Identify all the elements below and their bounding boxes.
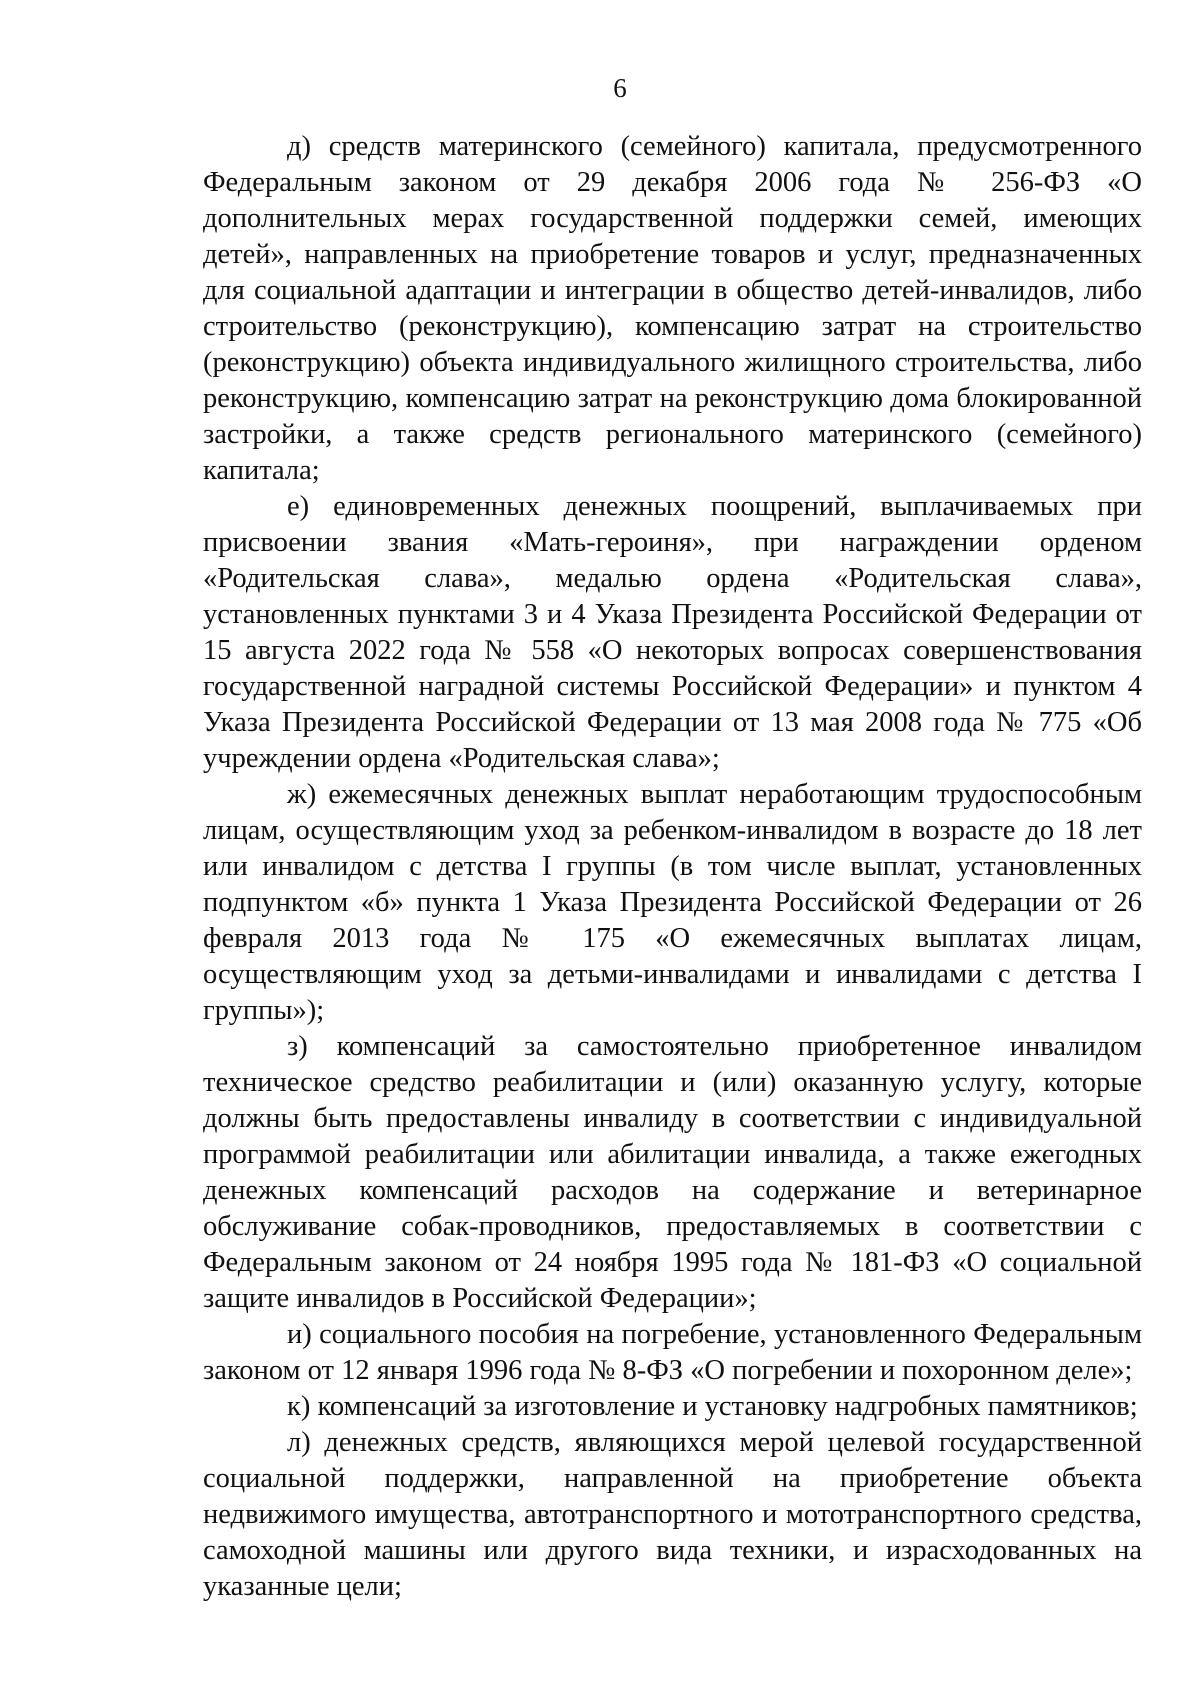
paragraph-i: и) социального пособия на погребение, установленного Федеральным законом от 12 января 1996 года № 8-ФЗ «О погребении и похоронном деле»; <box>203 1319 1142 1386</box>
document-body <box>203 129 1142 1605</box>
paragraph-z: з) компенсаций за самостоятельно приобретенное инвалидом техническое средство реабилитации и (или) оказанную услугу, которые должны быть предоставлены инвалиду в соответствии с индивидуальной программой реабилитации или абилитации инвалида, а также ежегодных денежных компенсаций расходов на содержание и ветеринарное обслуживание собак-проводников, предоставляемых в соответствии с Федеральным законом от 24 ноября 1995 года № 181-ФЗ «О социальной защите инвалидов в Российской Федерации»; <box>203 1031 1142 1314</box>
paragraph-l: л) денежных средств, являющихся мерой целевой государственной социальной поддержки, направленной на приобретение объекта недвижимого имущества, автотранспортного и мототранспортного средства, самоходной машины или другого вида техники, и израсходованных на указанные цели; <box>203 1427 1142 1602</box>
paragraph-k: к) компенсаций за изготовление и установку надгробных памятников; <box>287 1391 1138 1422</box>
paragraph-d: д) средств материнского (семейного) капитала, предусмотренного Федеральным законом от 29 декабря 2006 года № 256-ФЗ «О дополнительных мерах государственной поддержки семей, имеющих детей», направленных на приобретение товаров и услуг, предназначенных для социальной адаптации и интеграции в общество детей-инвалидов, либо строительство (реконструкцию), компенсацию затрат на строительство (реконструкцию) объекта индивидуального жилищного строительства, либо реконструкцию, компенсацию затрат на реконструкцию дома блокированной застройки, а также средств регионального материнского (семейного) капитала; <box>203 131 1142 486</box>
paragraph-e: е) единовременных денежных поощрений, выплачиваемых при присвоении звания «Мать-героиня», при награждении орденом «Родительская слава», медалью ордена «Родительская слава», установленных пунктами 3 и 4 Указа Президента Российской Федерации от 15 августа 2022 года № 558 «О некоторых вопросах совершенствования государственной наградной системы Российской Федерации» и пунктом 4 Указа Президента Российской Федерации от 13 мая 2008 года № 775 «Об учреждении ордена «Родительская слава»; <box>203 491 1142 774</box>
page-number: 6 <box>613 73 627 103</box>
paragraph-zh: ж) ежемесячных денежных выплат неработающим трудоспособным лицам, осуществляющим уход за ребенком-инвалидом в возрасте до 18 лет или инвалидом с детства I группы (в том числе выплат, установленных подпунктом «б» пункта 1 Указа Президента Российской Федерации от 26 февраля 2013 года № 175 «О ежемесячных выплатах лицам, осуществляющим уход за детьми-инвалидами и инвалидами с детства I группы»); <box>203 779 1142 1026</box>
